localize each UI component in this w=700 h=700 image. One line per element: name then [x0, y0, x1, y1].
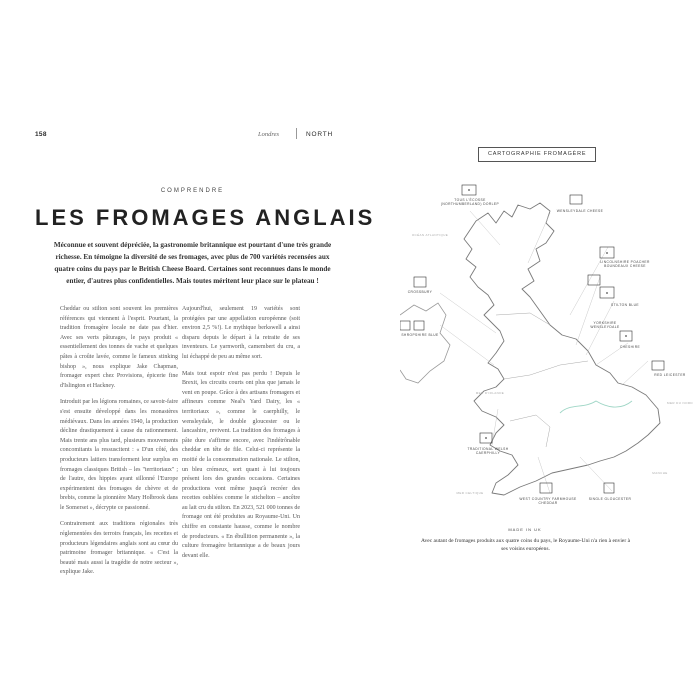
- cheese-icon-dot: [606, 252, 608, 254]
- regional-border: [496, 313, 550, 325]
- map-label-cheshire: CHESHIRE: [619, 345, 641, 349]
- sea-label-atlantic: OCÉAN ATLANTIQUE: [411, 233, 449, 237]
- map-label-wensleydale: WENSLEYDALE CHEESE: [556, 209, 604, 213]
- body-paragraph: Aujourd'hui, seulement 19 variétés sont protégées par une appellation européenne (soit environ 2,5 %!). Le mythique berkswell a ainsi disparu depuis le départ à la retraite de ses inventeurs. Le yarnworth, camembert du cru, a lui échappé de peu au même sort.: [182, 306, 300, 360]
- regional-border: [510, 415, 550, 447]
- running-head-divider: [296, 128, 297, 139]
- sea-label-celtic: MER CELTIQUE: [456, 491, 484, 495]
- thames-river: [560, 401, 632, 413]
- map-label-shropshire: SHROPSHIRE BLUE: [401, 333, 439, 337]
- cheese-icon: [414, 321, 424, 330]
- ireland-outline: [400, 303, 450, 383]
- map-label-crossbury: CROSSBURY: [407, 290, 433, 294]
- body-column-1: [60, 305, 178, 585]
- body-paragraph: Cheddar ou stilton sont souvent les premières références qui viennent à l'esprit. Pourtant, la tradition fromagère locale ne date pas d'hier. Avec ses verts pâturages, le pays produit « essentiellement des tonnes de vache et quelques pâtes à croûte lavée, comme le fameux stinking bishop », nous explique Jake Chapman, fromager expert chez Provisions, épicerie fine d'Islington et Hackney.: [60, 306, 178, 389]
- running-section: NORTH: [306, 131, 333, 138]
- map-title-tag: CARTOGRAPHIE FROMAGÈRE: [478, 147, 596, 162]
- map-label-yorkshire: YORKSHIRE WENSLEYDALE: [590, 321, 620, 330]
- page-number: 158: [35, 131, 47, 138]
- cheese-icon-dot: [606, 292, 608, 294]
- cheese-icon: [540, 483, 552, 493]
- map-label-lincolnshire: LINCOLNSHIRE POACHER BOUNDEAUX CHEESE: [600, 260, 650, 269]
- map-label-caerphilly: TRADITIONAL WELSH CAERPHILLY: [467, 447, 509, 456]
- sea-label-channel: MANCHE: [652, 471, 668, 475]
- sea-label-irish: MER D'IRLANDE: [475, 391, 505, 395]
- cheese-icon: [414, 277, 426, 287]
- sea-label-north: MER DU NORD: [667, 401, 693, 405]
- cheese-icon: [400, 321, 410, 330]
- article-title: LES FROMAGES ANGLAIS: [35, 205, 376, 230]
- map-label-stilton: STILTON BLUE: [611, 303, 639, 307]
- cheese-map: [400, 165, 700, 525]
- cheese-icon: [588, 275, 600, 285]
- cheese-icon-dot: [468, 189, 470, 191]
- map-label-cheddar: WEST COUNTRY FARMHOUSE CHEDDAR: [519, 497, 577, 506]
- cheese-icon: [570, 195, 582, 204]
- body-paragraph: Mais tout espoir n'est pas perdu ! Depuis le Brexit, les circuits courts ont plus que jamais le vent en poupe. Grâce à des artisans fromagers et affineurs comme Neal's Yard Dairy, les « territoriaux », comme le caerphilly, le wensleydale, le double gloucester ou le lancashire, revivent. La tradition des fromages à pâte dure s'affirme encore, avec l'indétrônable cheddar en tête de file. Celui-ci représente la moitié de la consommation nationale. Le stilton, un bleu crémeux, sort quant à lui toujours présent lors des grandes occasions. Certaines productions vont même jusqu'à recréer des recettes oubliées comme le stichelton – ancêtre au lait cru du stilton. En 2023, 521 000 tonnes de fromage ont été produites au Royaume-Uni. Un chiffre en constante hausse, comme le nombre de producteurs. « En ébullition permanente », la culture fromagère britannique a de beaux jours devant elle.: [182, 370, 300, 559]
- cheese-icon: [652, 361, 664, 370]
- made-in-label: MADE IN UK: [508, 527, 542, 532]
- article-intro: Méconnue et souvent dépréciée, la gastronomie britannique est pourtant d'une très grande richesse. En témoigne la diversité de ses fromages, avec plus de 700 variétés recensées aux quatre coins du pays par le British Cheese Board. Certaines sont reconnues dans le monde entier, d'autres plus confidentielles. Mais toutes méritent leur place sur le plateau !: [53, 241, 332, 285]
- body-column-2: [182, 305, 300, 568]
- body-paragraph: Contrairement aux traditions régionales très réglementées des terroirs français, les recettes et producteurs légendaires anglais sont au cœur du patrimoine fromager britannique. « C'est la beauté mais aussi la tragédie de notre secteur », explique Jake.: [60, 521, 178, 576]
- article-kicker: COMPRENDRE: [160, 188, 225, 194]
- map-label-red-leicester: RED LEICESTER: [654, 373, 686, 377]
- cheese-icon-dot: [625, 335, 627, 337]
- map-caption: Avec autant de fromages produits aux quatre coins du pays, le Royaume-Uni n'a rien à envier à ses voisins européens.: [420, 538, 631, 552]
- map-label-northumberland: TOUS L'ÉCOSSE (NORTHUMBERLAND) DORLEP: [440, 198, 500, 207]
- cheese-icon-dot: [485, 437, 487, 439]
- body-paragraph: Introduit par les légions romaines, ce savoir-faire s'est ensuite développé dans les monastères médiévaux. Dans les années 1940, la production décline drastiquement à cause du rationnement. Mais trente ans plus tard, plusieurs mouvements concomitants la ressuscitent : « D'un côté, des producteurs laitiers transforment leur surplus en fromages classiques British – les "territoriaux" ; de l'autre, des hippies ayant sillonné l'Europe expérimentent des fromages de chèvre et de brebis, comme la pionnière Mary Holbrook dans le Somerset », décrypte ce passionné.: [60, 399, 179, 511]
- map-label-gloucester: SINGLE GLOUCESTER: [588, 497, 632, 501]
- regional-border: [504, 361, 588, 379]
- running-title: Londres: [258, 131, 280, 138]
